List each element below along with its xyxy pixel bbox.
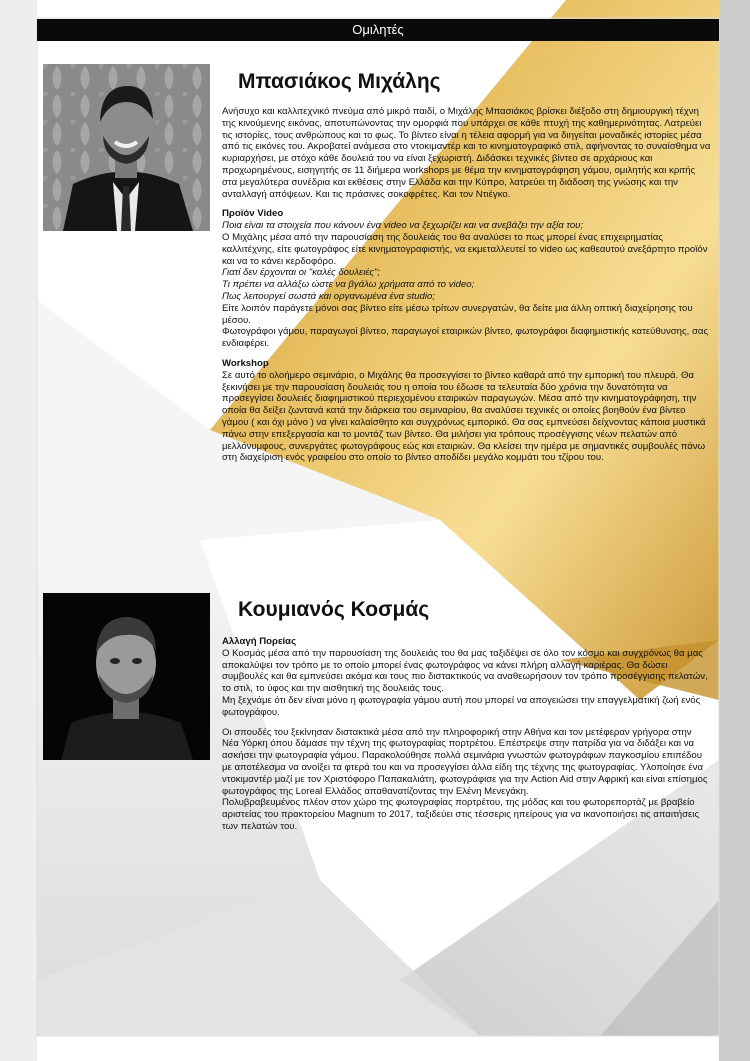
speaker-bio-koumianos: [222, 636, 710, 833]
question-line: Τι πρέπει να αλλάξω ώστε να βγάλω χρήματα από το video;: [222, 279, 475, 291]
question-line: Γιατί δεν έρχονται οι "καλές δουλειές";: [222, 267, 381, 279]
body-paragraph: Σε αυτό το ολοήμερο σεμινάριο, ο Μιχάλης θα προσεγγίσει το βίντεο καθαρά από την εμπορική του πλευρά. Θα ξεκινήσει με την παρουσίαση δουλειάς του η οποία του έδωσε τα τελευταία δύο χρόνια την δυνατότητα να προσεγγίσει δουλειές διαφημιστικού περιεχομένου εταιρικών παραγωγών. Μέσα από την κινηματογράφηση, την οποία θα δείξει ζωντανά κατά την διάρκεια του σεμιναρίου, θα αναλύσει τεχνικές οι οποίες βοηθούν ένα βίντεο γάμου ( και όχι μόνο ) να γίνει καλαίσθητο και συγχρόνως εμπορικό. Θα σας εμπνεύσει δείχνοντας κάποια μυστικά πάνω στην επεξεργασία και το μοντάζ των βίντεο. Θα μιλήσει για τρόπους προσέγγισης νέων πελατών από μελλόνυμφους, συνεργάτες φωτογράφους εώς και εταιριών. Θα κλείσει την ημέρα με σημαντικές συμβουλές πάνω στη διαχείριση ενός γραφείου στο οποίο το βίντεο αποδίδει μεγάλο κομμάτι του τζίρου του.: [222, 369, 706, 464]
body-paragraph: Ο Μιχάλης μέσα από την παρουσίαση της δουλειάς του θα αναλύσει το πως μπορεί ένας επιχειρηματίας καλλιτέχνης, είτε φωτογράφος είτε κινηματογραφιστής, να εκμεταλλευτεί το video ως καθεαυτού ανεξάρτητο προϊόν και να το κάνει κερδοφόρο.: [222, 231, 708, 267]
body-paragraph: Πολυβραβευμένος πλέον στον χώρο της φωτογραφίας πορτρέτου, της μόδας και του φωτορεπορτάζ με βραβείο αριστείας του πρακτορείου Magnum το 2017, ταξιδεύει στις τέσσερις ηπείρους για να ικανοποιήσει τις απαιτήσεις των πελατών του.: [222, 797, 700, 832]
section-title: Workshop: [222, 357, 269, 369]
speaker-photo-basiakos: [43, 64, 210, 231]
body-paragraph: Μη ξεχνάμε ότι δεν είναι μόνο η φωτογραφία γάμου αυτή που μπορεί να απογειώσει την επαγγελματική ζωή ενός φωτογράφου.: [222, 694, 701, 718]
bio-paragraph: Ανήσυχο και καλλιτεχνικό πνεύμα από μικρό παιδί, ο Μιχάλης Μπασιάκος βρίσκει διέξοδο στη δημιουργική τέχνη της κινούμενης εικόνας, αποτυπώνοντας την ομορφιά που υπάρχει σε κάθε πτυχή της καθημερινότητας. Λατρεύει τις ιστορίες, τους ανθρώπους και το φως. Το βίντεο είναι η τέλεια αφορμή για να διηγείται μοναδικές ιστορίες μέσα από τις εικόνες του. Ακροβατεί ανάμεσα στο ντοκιμαντέρ και το κινηματογραφικό στιλ, αφήνοντας το συναίσθημα να κυριαρχήσει, με στόχο κάθε δουλειά του να είναι ξεχωριστή. Διδάσκει τεχνικές βίντεο σε αρχάριους και προχωρημένους, εισηγητής σε 11 διήμερα workshops με θέμα την κινηματογράφηση γάμου, ομιλητής και κριτής στα μεγαλύτερα συνέδρια και εκθέσεις στην Ελλάδα και την Κύπρο, λατρεύει τη διάδοση της γνώσης και την ανταλλαγή απόψεων. Και τις πράσινες σοκοφρέτες. Και τον Ντιέγκο.: [222, 106, 711, 200]
question-line: Πως λειτουργεί σωστά και οργανωμένα ένα studio;: [222, 290, 435, 302]
speaker-name: Κουμιανός Κοσμάς: [238, 598, 430, 621]
speaker-photo-koumianos: [43, 593, 210, 760]
body-paragraph: Ο Κοσμάς μέσα από την παρουσίαση της δουλειάς του θα μας ταξιδέψει σε όλο τον κόσμο και συγχρόνως θα μας αποκαλύψει τον τρόπο με το οποίο μπορεί ένας φωτογράφος να κάνει πλήρη αλλαγή καριέρας. Θα δώσει συμβουλές και θα εμπνεύσει ακόμα και τους πιο διστακτικούς να αναθεωρήσουν τον τρόπο προσέγγισης πελατών, το στιλ, το ύφος και την αισθητική της δουλειάς τους.: [222, 647, 708, 695]
body-paragraph: Φωτογράφοι γάμου, παραγωγοί βίντεο, παραγωγοί εταιρικών βίντεο, φωτογράφοι διαφημιστικής κατεύθυνσης, σας ενδιαφέρει.: [222, 326, 709, 350]
speaker-bio-basiakos: [222, 106, 712, 464]
section-title: Αλλαγή Πορείας: [222, 636, 297, 647]
section-header: Ομιλητές: [37, 19, 719, 41]
body-paragraph: Οι σπουδές του ξεκίνησαν διστακτικά μέσα από την πληροφορική στην Αθήνα και τον μετέφεραν γρήγορα στην Νέα Υόρκη όπου δάμασε την τέχνη της φωτογραφίας πορτρέτου. Επέστρεψε στην πατρίδα για να διδάξει και να ασκήσει την φωτογραφία γάμου. Παρακολούθησε πολλά σεμινάρια γνωστών φωτογράφων παγκοσμίου επιπέδου με αποτέλεσμα να ανοίξει τα φτερά του και να προσεγγίσει άλλα είδη της τέχνης της φωτογραφίας. Υλοποίησε ένα ντοκιμαντέρ μαζί με τον Χριστόφορο Παπακαλιάτη, φωτογράφισε για την Action Aid στην Αφρική και είναι επίσημος φωτογράφος της Loreal Ελλάδος απαθανατίζοντας την Ελένη Μενεγάκη.: [222, 726, 708, 797]
section-title: Προϊόν Video: [222, 208, 284, 220]
speaker-name: Μπασιάκος Μιχάλης: [238, 70, 441, 93]
body-paragraph: Είτε λοιπόν παράγετε μόνοι σας βίντεο είτε μέσω τρίτων συνεργατών, θα δείτε μια άλλη οπτική διαχείρησης του μέσου.: [222, 302, 693, 326]
question-line: Ποια είναι τα στοιχεία που κάνουν ένα video να ξεχωρίζει και να ανεβάζει την αξία του;: [222, 220, 584, 232]
